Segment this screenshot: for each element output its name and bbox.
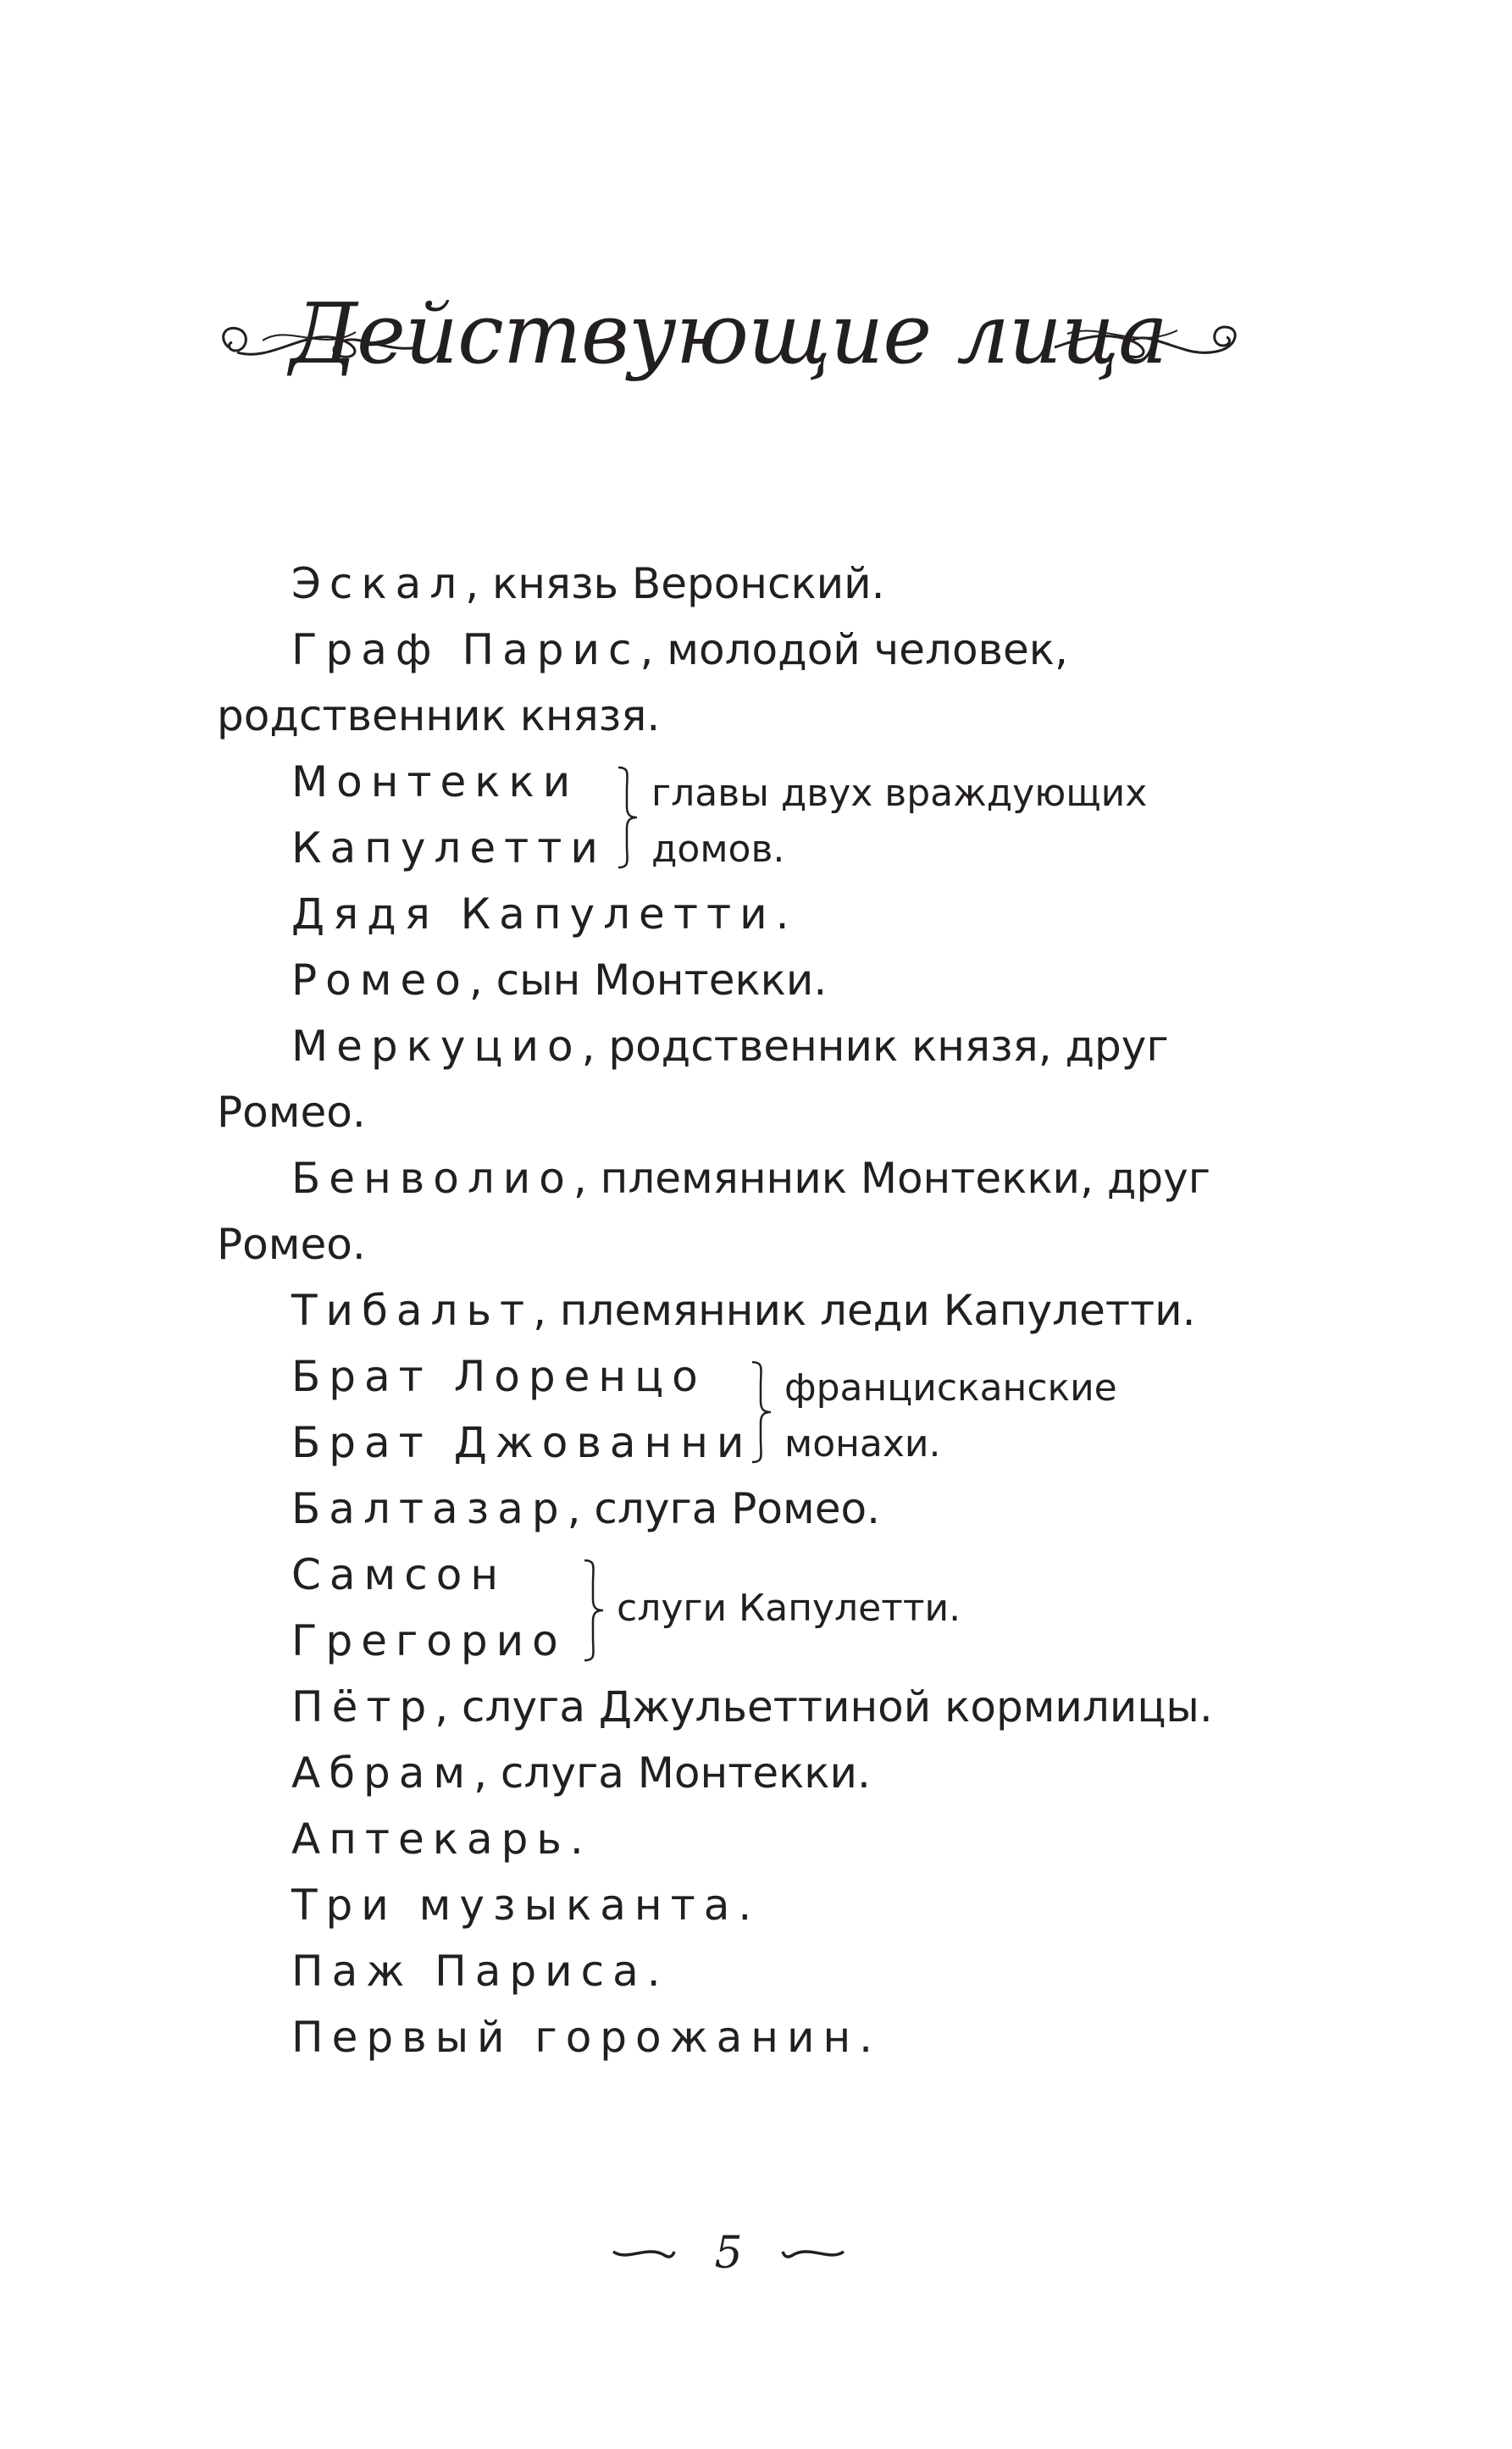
character-description: , племянник леди Капулетти. xyxy=(533,1286,1196,1335)
character-description: , слуга Джульеттиной кормилицы. xyxy=(435,1682,1213,1731)
cast-entry-mercutio xyxy=(291,1013,1169,1079)
page-number-block xyxy=(610,2219,847,2287)
character-description: , слуга Ромео. xyxy=(567,1484,880,1533)
curly-brace-icon xyxy=(615,766,640,869)
character-name: Меркуцио xyxy=(291,1022,582,1071)
character-description: , молодой человек, xyxy=(640,625,1068,674)
right-swash-icon xyxy=(779,2241,847,2267)
cast-entry-abram xyxy=(291,1740,871,1806)
curly-brace-icon xyxy=(749,1360,774,1464)
character-name: Брат Лоренцо xyxy=(291,1352,706,1401)
cast-entry-paris xyxy=(291,617,1068,683)
character-name: Эскал xyxy=(291,559,466,608)
group-note: главы двух враждующих xyxy=(651,772,1148,815)
cast-entry-peter xyxy=(291,1674,1213,1740)
cast-entry-benvolio-continued: Ромео. xyxy=(217,1220,366,1269)
cast-entry-tybalt xyxy=(291,1277,1196,1344)
character-name: Ромео xyxy=(291,956,469,1005)
cast-entry-citizen: Первый горожанин. xyxy=(291,2013,882,2062)
page-title: Действующие лица xyxy=(290,286,1167,383)
character-name: Абрам xyxy=(291,1748,474,1798)
character-name: Брат Джованни xyxy=(291,1418,753,1467)
group-note: слуги Капулетти. xyxy=(617,1587,961,1630)
cast-entry-escal xyxy=(291,551,885,617)
cast-entry-romeo xyxy=(291,947,827,1013)
group-note: монахи. xyxy=(784,1422,941,1466)
section-heading xyxy=(212,280,1245,415)
character-name: Пётр xyxy=(291,1682,435,1731)
cast-entry-musicians: Три музыканта. xyxy=(291,1881,761,1930)
cast-entry-uncle: Дядя Капулетти. xyxy=(291,889,798,939)
cast-entry-mercutio-continued: Ромео. xyxy=(217,1088,366,1137)
group-note: домов. xyxy=(651,828,785,871)
character-description: , племянник Монтекки, друг xyxy=(573,1154,1210,1203)
right-flourish-icon xyxy=(1050,313,1245,373)
cast-entry-apothecary: Аптекарь. xyxy=(291,1815,592,1864)
character-name: Грегорио xyxy=(291,1616,567,1665)
page-number: 5 xyxy=(714,2228,743,2279)
character-description: , сын Монтекки. xyxy=(468,956,828,1005)
cast-entry-paris-continued: родственник князя. xyxy=(217,691,661,740)
character-name: Балтазар xyxy=(291,1484,568,1533)
character-description: , родственник князя, друг xyxy=(581,1022,1169,1071)
character-name: Граф Парис xyxy=(291,625,640,674)
cast-entry-balthasar xyxy=(291,1476,880,1542)
character-description: , князь Веронский. xyxy=(465,559,885,608)
curly-brace-icon xyxy=(581,1559,606,1662)
character-name: Капулетти xyxy=(291,823,606,873)
character-name: Тибальт xyxy=(291,1286,534,1335)
character-name: Бенволио xyxy=(291,1154,573,1203)
group-note: францисканские xyxy=(784,1366,1117,1410)
character-description: , слуга Монтекки. xyxy=(474,1748,871,1798)
character-name: Самсон xyxy=(291,1550,507,1599)
character-name: Монтекки xyxy=(291,757,579,806)
cast-entry-benvolio xyxy=(291,1145,1210,1211)
cast-entry-page: Паж Париса. xyxy=(291,1947,669,1996)
